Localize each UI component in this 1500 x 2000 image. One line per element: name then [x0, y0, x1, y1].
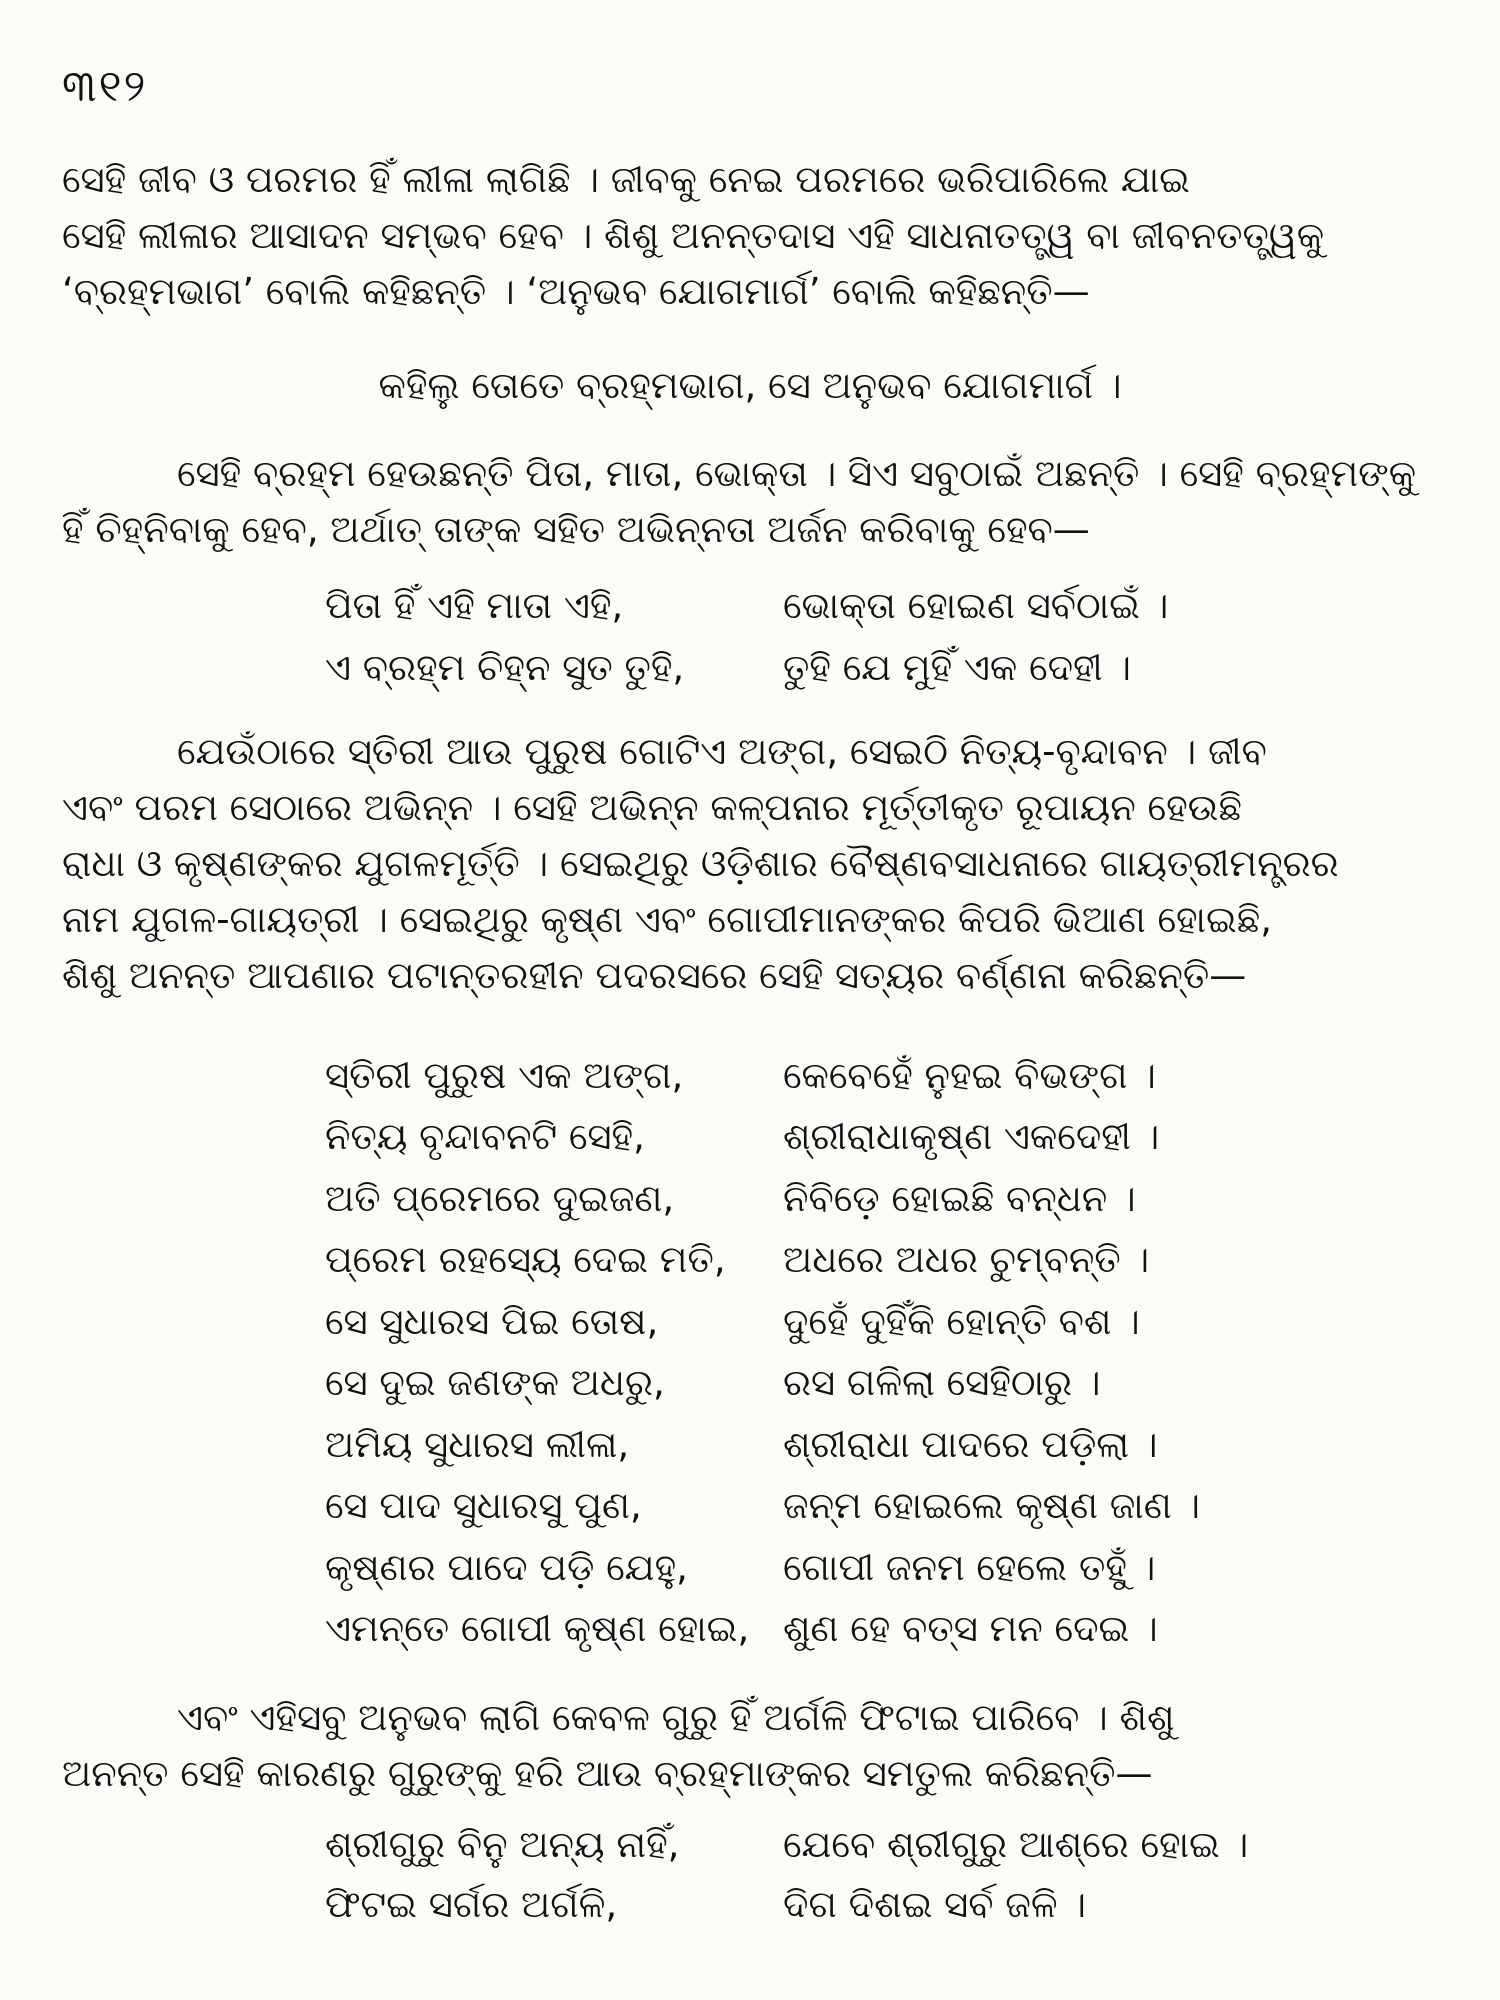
verse-second-half: ଅଧରେ ଅଧର ଚୁମ୍ବନ୍ତି ।	[783, 1238, 1150, 1282]
verse-couplet	[325, 1230, 1425, 1292]
paragraph-line: ସେହି ବ୍ରହ୍ମ ହେଉଛନ୍ତି ପିତା, ମାତା, ଭୋକ୍ତା । ସିଏ ସବୁଠାଇଁ ଅଛନ୍ତି । ସେହି ବ୍ରହ୍ମଙ୍କୁ	[177, 452, 1417, 495]
verse-second-half: ଯେବେ ଶ୍ରୀଗୁରୁ ଆଶ୍ରେ ହୋଇ ।	[783, 1823, 1249, 1866]
verse-first-half: ସେ ସୁଧାରସ ପିଇ ତୋଷ,	[325, 1299, 659, 1343]
paragraph-line: ଯେଉଁଠାରେ ସ୍ତିରୀ ଆଉ ପୁରୁଷ ଗୋଟିଏ ଅଙ୍ଗ, ସେଇଠି ନିତ୍ୟ-ବୃନ୍ଦାବନ । ଜୀବ	[177, 730, 1267, 773]
verse-second-half: ନିବିଡ଼େ ହୋଇଛି ବନ୍ଧନ ।	[783, 1176, 1136, 1220]
verse-first-half: ସ୍ତିରୀ ପୁରୁଷ ଏକ ଅଙ୍ଗ,	[325, 1053, 684, 1097]
verse-couplet	[325, 1815, 1425, 1875]
paragraph-1	[62, 152, 1447, 320]
paragraph-line: ସେହି ଲୀଳାର ଆସାଦନ ସମ୍ଭବ ହେବ । ଶିଶୁ ଅନନ୍ତଦାସ ଏହି ସାଧନାତତ୍ତ୍ୱ ବା ଜୀବନତତ୍ତ୍ୱକୁ	[62, 214, 1325, 257]
verse-first-half: ଅତି ପ୍ରେମରେ ଦୁଇଜଣ,	[325, 1176, 675, 1220]
verse-couplet	[325, 1599, 1425, 1661]
verse-first-half: ଶ୍ରୀଗୁରୁ ବିନୁ ଅନ୍ୟ ନାହିଁ,	[325, 1823, 680, 1866]
verse-couplet	[325, 1353, 1425, 1415]
paragraph-2	[62, 446, 1447, 558]
verse-block-3	[325, 1815, 1425, 1935]
centered-verse: କହିଲୁ ତୋତେ ବ୍ରହ୍ମଭାଗ, ସେ ଅନୁଭବ ଯୋଗମାର୍ଗ ।	[378, 364, 1122, 407]
verse-second-half: କେବେହେଁ ନୁହଇ ବିଭଙ୍ଗ ।	[783, 1053, 1156, 1097]
paragraph-line: ରାଧା ଓ କୃଷ୍ଣଙ୍କର ଯୁଗଳମୂର୍ତ୍ତି । ସେଇଥିରୁ ଓଡ଼ିଶାର ବୈଷ୍ଣବସାଧନାରେ ଗାୟତ୍ରୀମନ୍ତ୍ରର	[62, 842, 1339, 885]
paragraph-line: ସେହି ଜୀବ ଓ ପରମର ହିଁ ଲୀଳା ଲାଗିଛି । ଜୀବକୁ ନେଇ ପରମରେ ଭରିପାରିଲେ ଯାଇ	[62, 158, 1190, 201]
paragraph-3	[62, 724, 1447, 1004]
page-number: ୩୧୨	[62, 61, 148, 112]
verse-couplet	[325, 1875, 1425, 1935]
verse-second-half: ଶ୍ରୀରାଧାକୃଷ୍ଣ ଏକଦେହୀ ।	[783, 1115, 1160, 1159]
verse-first-half: ଅମିୟ ସୁଧାରସ ଲୀଳା,	[325, 1422, 630, 1466]
paragraph-line: ଅନନ୍ତ ସେହି କାରଣରୁ ଗୁରୁଙ୍କୁ ହରି ଆଉ ବ୍ରହ୍ମାଙ୍କର ସମତୁଲ କରିଛନ୍ତି—	[62, 1752, 1153, 1795]
verse-second-half: ଦୁହେଁ ଦୁହିଁକି ହୋନ୍ତି ବଶ ।	[783, 1299, 1140, 1343]
verse-couplet	[325, 1168, 1425, 1230]
paragraph-line: ନାମ ଯୁଗଳ-ଗାୟତ୍ରୀ । ସେଇଥିରୁ କୃଷ୍ଣ ଏବଂ ଗୋପୀମାନଙ୍କର କିପରି ଭିଆଣ ହୋଇଛି,	[62, 898, 1272, 941]
paragraph-line: ‘ବ୍ରହ୍ମଭାଗ’ ବୋଲି କହିଛନ୍ତି । ‘ଅନୁଭବ ଯୋଗମାର୍ଗ’ ବୋଲି କହିଛନ୍ତି—	[62, 270, 1090, 313]
verse-second-half: ରସ ଗଳିଲା ସେହିଠାରୁ ।	[783, 1361, 1101, 1405]
verse-second-half: ଦିଗ ଦିଶଇ ସର୍ବ ଜଳି ।	[783, 1883, 1086, 1926]
paragraph-line: ଶିଶୁ ଅନନ୍ତ ଆପଣାର ପଟାନ୍ତରହୀନ ପଦରସରେ ସେହି ସତ୍ୟର ବର୍ଣ୍ଣନା କରିଛନ୍ତି—	[62, 954, 1247, 997]
verse-couplet	[325, 1537, 1425, 1599]
verse-first-half: ପ୍ରେମ ରହସ୍ୟେ ଦେଇ ମତି,	[325, 1238, 726, 1282]
verse-block-2	[325, 1045, 1425, 1660]
verse-couplet	[325, 1291, 1425, 1353]
verse-couplet	[325, 637, 1425, 699]
verse-couplet	[325, 1476, 1425, 1538]
verse-block-1	[325, 575, 1425, 699]
verse-couplet	[325, 1107, 1425, 1169]
paragraph-4	[62, 1690, 1447, 1802]
verse-second-half: ତୁହି ଯେ ମୁହିଁ ଏକ ଦେହୀ ।	[783, 646, 1132, 689]
verse-second-half: ଗୋପୀ ଜନମ ହେଲେ ତହୁଁ ।	[783, 1545, 1156, 1589]
verse-second-half: ଭୋକ୍ତା ହୋଇଣ ସର୍ବଠାଇଁ ।	[783, 584, 1169, 627]
verse-first-half: ପିତା ହିଁ ଏହି ମାତା ଏହି,	[325, 584, 624, 627]
verse-second-half: ଶ୍ରୀରାଧା ପାଦରେ ପଡ଼ିଲା ।	[783, 1422, 1158, 1466]
verse-couplet	[325, 575, 1425, 637]
verse-first-half: ଏମନ୍ତେ ଗୋପୀ କୃଷ୍ଣ ହୋଇ,	[325, 1607, 750, 1651]
verse-couplet	[325, 1414, 1425, 1476]
paragraph-line: ହିଁ ଚିହ୍ନିବାକୁ ହେବ, ଅର୍ଥାତ୍ ତାଙ୍କ ସହିତ ଅଭିନ୍ନତା ଅର୍ଜନ କରିବାକୁ ହେବ—	[62, 508, 1090, 551]
verse-first-half: ସେ ଦୁଇ ଜଣଙ୍କ ଅଧରୁ,	[325, 1361, 665, 1405]
verse-first-half: ଏ ବ୍ରହ୍ମ ଚିହ୍ନ ସୁତ ତୁହି,	[325, 646, 685, 689]
paragraph-line: ଏବଂ ପରମ ସେଠାରେ ଅଭିନ୍ନ । ସେହି ଅଭିନ୍ନ କଳ୍ପନାର ମୂର୍ତ୍ତୀକୃତ ରୂପାୟନ ହେଉଛି	[62, 786, 1242, 829]
paragraph-line: ଏବଂ ଏହିସବୁ ଅନୁଭବ ଲାଗି କେବଳ ଗୁରୁ ହିଁ ଅର୍ଗଳି ଫିଟାଇ ପାରିବେ । ଶିଶୁ	[177, 1696, 1175, 1739]
verse-first-half: ନିତ୍ୟ ବୃନ୍ଦାବନଟି ସେହି,	[325, 1115, 645, 1159]
verse-second-half: ଜନ୍ମ ହୋଇଲେ କୃଷ୍ଣ ଜାଣ ।	[783, 1484, 1201, 1528]
verse-couplet	[325, 1045, 1425, 1107]
verse-first-half: କୃଷ୍ଣର ପାଦେ ପଡ଼ି ଯେହୁ,	[325, 1545, 688, 1589]
verse-first-half: ସେ ପାଦ ସୁଧାରସୁ ପୁଣ,	[325, 1484, 642, 1528]
verse-first-half: ଫିଟଇ ସର୍ଗର ଅର୍ଗଳି,	[325, 1883, 618, 1926]
verse-second-half: ଶୁଣ ହେ ବତ୍ସ ମନ ଦେଇ ।	[783, 1607, 1158, 1651]
